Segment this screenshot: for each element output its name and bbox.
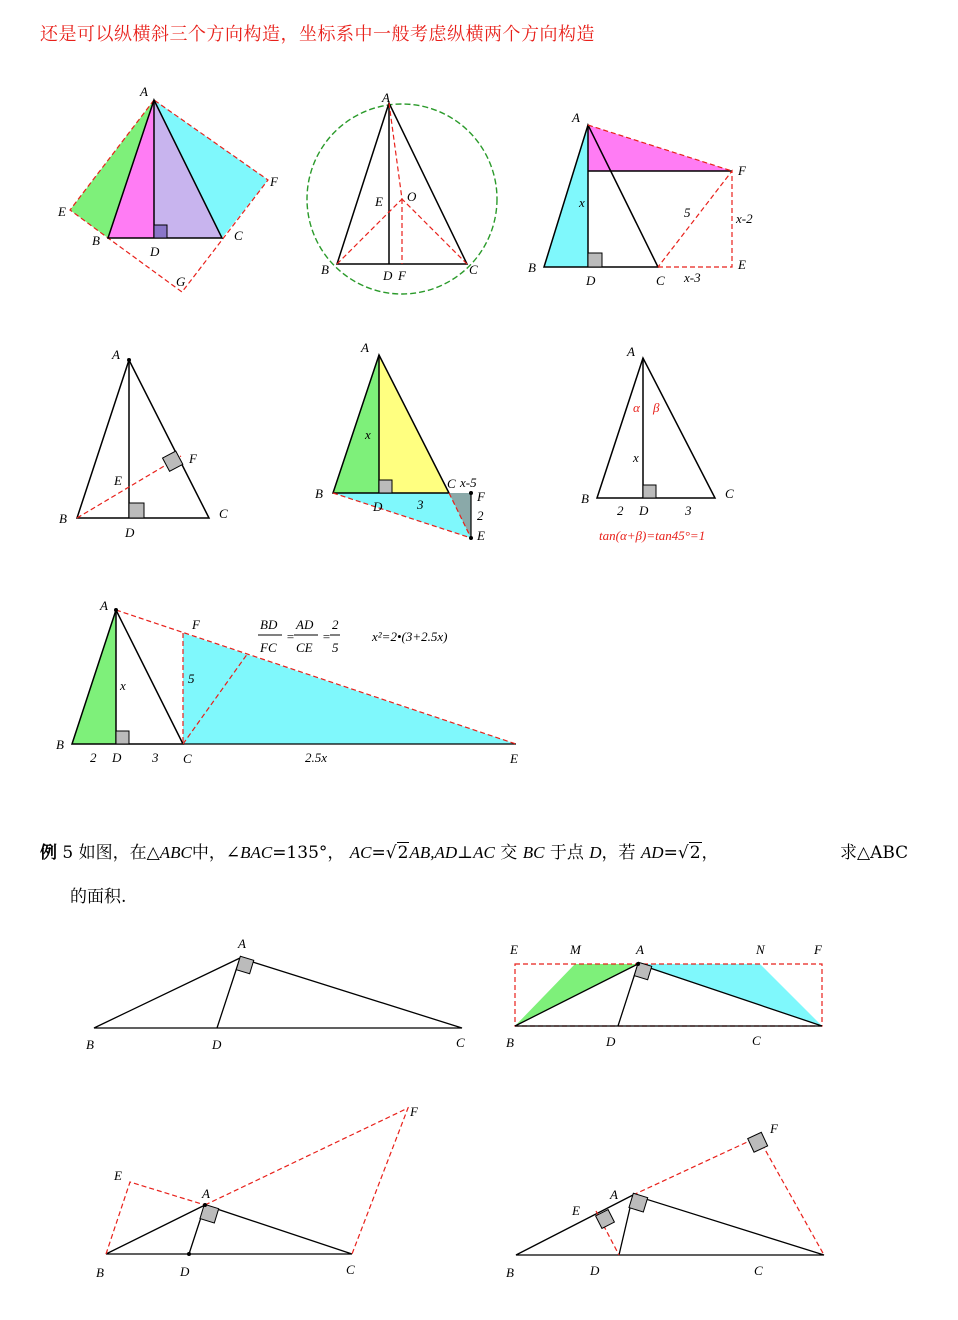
svg-text:D: D [180,1264,190,1279]
svg-text:E: E [510,942,518,957]
svg-text:G: G [176,274,186,289]
svg-text:D: D [586,273,596,288]
svg-text:BD: BD [260,617,278,632]
svg-text:CE: CE [296,640,313,655]
svg-text:=: = [286,629,295,644]
svg-text:x: x [120,678,126,693]
svg-text:B: B [506,1265,514,1280]
svg-text:x²=2•(3+2.5x): x²=2•(3+2.5x) [372,629,448,644]
svg-text:E: E [477,528,485,543]
svg-text:A: A [610,1187,618,1202]
svg-text:B: B [581,491,589,506]
svg-text:F: F [814,942,822,957]
svg-text:E: E [510,751,518,766]
problem-tail: 求△ABC [840,843,909,863]
svg-text:D: D [125,525,135,540]
svg-text:5: 5 [188,671,195,686]
svg-text:A: A [238,936,246,951]
svg-text:A: A [202,1186,210,1201]
svg-text:α: α [633,400,640,415]
svg-text:B: B [321,262,329,277]
svg-text:5: 5 [332,640,339,655]
svg-text:3: 3 [685,503,692,518]
svg-text:F: F [477,489,485,504]
svg-text:B: B [315,486,323,501]
figure-similar-triangles [50,595,530,775]
svg-text:C: C [725,486,734,501]
svg-text:B: B [56,737,64,752]
svg-text:N: N [756,942,765,957]
svg-text:E: E [738,257,746,272]
example-problem: 例 5 如图，在△ABC中，∠BAC=135°， AC=√2AB,AD⊥AC 交 BC 于点 D，若 AD=√2， 求△ABC 的面积. [40,843,909,907]
svg-text:D: D [212,1037,222,1052]
svg-text:C: C [754,1263,763,1278]
svg-text:AD: AD [296,617,314,632]
svg-text:tan(α+β)=tan45°=1: tan(α+β)=tan45°=1 [599,528,706,543]
svg-text:O: O [407,189,417,204]
svg-text:A: A [140,84,148,99]
svg-text:A: A [636,942,644,957]
svg-text:B: B [59,511,67,526]
svg-text:C: C [752,1033,761,1048]
svg-text:=: = [322,629,331,644]
svg-text:D: D [373,499,383,514]
svg-text:F: F [770,1121,778,1136]
svg-text:D: D [150,244,160,259]
svg-text:3: 3 [152,750,159,765]
figure-example-rectangle [500,930,840,1060]
example-label: 例 [40,843,57,863]
svg-text:x: x [365,427,371,442]
svg-text:x-5: x-5 [460,475,477,490]
svg-text:B: B [528,260,536,275]
svg-text:F: F [738,163,746,178]
svg-text:C: C [656,273,665,288]
svg-text:x: x [579,195,585,210]
example-number: 5 [62,843,74,863]
svg-text:β: β [653,400,660,415]
svg-text:F: F [398,268,406,283]
svg-text:F: F [410,1104,418,1119]
svg-text:E: E [114,473,122,488]
svg-text:2: 2 [477,508,484,523]
svg-text:A: A [112,347,120,362]
svg-text:A: A [382,90,390,105]
figure-altitudes [55,340,245,550]
svg-text:M: M [570,942,581,957]
section-heading: 还是可以纵横斜三个方向构造，坐标系中一般考虑纵横两个方向构造 [40,24,595,45]
svg-text:C: C [469,262,478,277]
svg-text:E: E [572,1203,580,1218]
svg-text:E: E [58,204,66,219]
svg-text:D: D [639,503,649,518]
svg-text:C: C [456,1035,465,1050]
figure-rotation-construction [305,335,515,550]
svg-text:B: B [96,1265,104,1280]
svg-text:C: C [447,476,456,491]
figure-example-perpendiculars-a [90,1100,430,1290]
svg-text:A: A [100,598,108,613]
figure-tangent-sum [575,340,755,550]
svg-text:B: B [506,1035,514,1050]
svg-text:2.5x: 2.5x [305,750,328,765]
svg-text:C: C [183,751,192,766]
svg-text:C: C [219,506,228,521]
svg-text:F: F [192,617,200,632]
svg-text:C: C [346,1262,355,1277]
figure-square-construction [50,80,290,300]
svg-text:2: 2 [332,617,339,632]
svg-text:x-2: x-2 [736,211,753,226]
svg-text:3: 3 [417,497,424,512]
svg-text:F: F [270,174,278,189]
svg-text:2: 2 [90,750,97,765]
svg-text:A: A [361,340,369,355]
figure-rectangle-construction [520,105,760,295]
figure-example-perpendiculars-b [500,1115,840,1285]
svg-text:x-3: x-3 [684,270,701,285]
svg-text:D: D [590,1263,600,1278]
figure-circumcircle [305,88,515,298]
svg-text:B: B [92,233,100,248]
svg-text:2: 2 [617,503,624,518]
svg-text:D: D [606,1034,616,1049]
svg-text:B: B [86,1037,94,1052]
svg-text:A: A [572,110,580,125]
svg-text:E: E [114,1168,122,1183]
svg-text:F: F [189,451,197,466]
svg-text:FC: FC [260,640,277,655]
svg-text:E: E [375,194,383,209]
svg-text:5: 5 [684,205,691,220]
problem-continuation: 的面积. [70,887,127,907]
svg-text:D: D [383,268,393,283]
svg-text:C: C [234,228,243,243]
svg-text:x: x [633,450,639,465]
figure-example-base [80,930,480,1060]
svg-text:D: D [112,750,122,765]
svg-text:A: A [627,344,635,359]
